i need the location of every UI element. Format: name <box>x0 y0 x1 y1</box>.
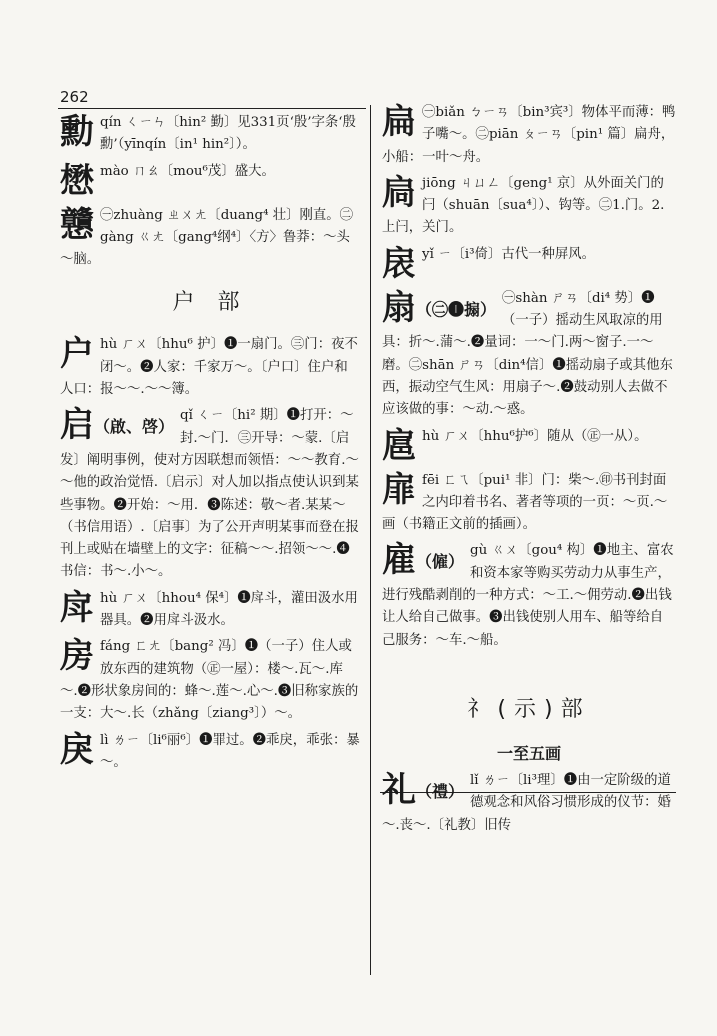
dictionary-entry <box>382 244 676 284</box>
headword-char: 启 <box>60 405 94 446</box>
sub-title-strokes: 一至五画 <box>496 743 561 763</box>
headword-variant: （㊁❶搧） <box>416 299 497 319</box>
dictionary-entry <box>60 205 360 272</box>
entry-headword <box>60 161 94 201</box>
right-column <box>382 102 676 841</box>
entry-headword <box>382 770 464 812</box>
headword-char: 雇 <box>382 540 416 581</box>
headword-char: 戾 <box>60 729 94 770</box>
entry-headword <box>60 334 94 374</box>
entry-definition: lì ㄌㄧ〔li⁶丽⁶〕❶罪过。❷乖戾，乖张：暴～。 <box>100 732 360 770</box>
right-entries <box>382 102 676 652</box>
headword-char: 勳 <box>60 112 94 152</box>
entry-definition: yǐ ㄧ〔i³倚〕古代一种屏风。 <box>422 246 596 262</box>
entry-headword <box>382 288 496 330</box>
dictionary-entry <box>60 588 360 633</box>
section-title-shi: 礻(示)部 <box>467 696 591 722</box>
entry-definition: ㊀shàn ㄕㄢ〔di⁴ 势〕❶（一子）摇动生风取凉的用具：折～.蒲～.❷量词：一～门.两～窗子.一～磨。㊁shān ㄕㄢ〔din⁴信〕❶摇动扇子或其他东西，振动空气生风：用扇子～.❷鼓动别人去做不应该做的事：～动.～惑。 <box>382 290 673 418</box>
headword-char: 户 <box>60 334 94 375</box>
left-section-entries <box>60 334 360 774</box>
left-entries <box>60 112 360 271</box>
entry-definition: ㊀biǎn ㄅㄧㄢ〔bin³宾³〕物体平而薄：鸭子嘴～。㊁piān ㄆㄧㄢ〔pin¹ 篇〕扁舟，小船：一叶～舟。 <box>382 105 676 165</box>
page-number: 262 <box>60 88 89 106</box>
headword-char: 礼 <box>382 769 416 810</box>
headword-char: 懋 <box>60 160 94 201</box>
entry-definition: gù ㄍㄨ〔gou⁴ 构〕❶地主、富农和资本家等购买劳动力从事生产，进行残酷剥削的一种方式：～工.～佣劳动.❷出钱让人给自己做事。❸出钱使别人用车、船等给自己服务：～车.～船。 <box>382 543 674 648</box>
entry-headword <box>382 173 416 213</box>
entry-definition: mào ㄇㄠ〔mou⁶茂〕盛大。 <box>100 163 275 179</box>
entry-headword <box>382 426 416 466</box>
entry-definition: hù ㄏㄨ〔hhu⁶护⁶〕随从（㊣一从）。 <box>422 428 648 444</box>
dictionary-entry <box>60 730 360 775</box>
entry-headword <box>382 470 416 510</box>
headword-char: 扇 <box>382 287 416 328</box>
entry-headword <box>60 730 94 770</box>
dictionary-entry <box>60 161 360 201</box>
dictionary-entry <box>382 102 676 169</box>
dictionary-entry <box>60 334 360 401</box>
headword-char: 戇 <box>60 204 94 245</box>
entry-headword <box>60 205 94 245</box>
right-section-entries <box>382 770 676 837</box>
dictionary-entry <box>382 288 676 422</box>
entry-definition: fēi ㄈㄟ〔pui¹ 非〕门：柴～.㊞书刊封面之内印着书名、著者等项的一页：～页.～画（书籍正文前的插画）。 <box>382 472 668 533</box>
entry-definition: ㊀zhuàng ㄓㄨㄤ〔duang⁴ 壮〕刚直。㊁gàng ㄍㄤ〔gang⁴纲⁴〕〈方〉鲁莽：～头～脑。 <box>60 207 354 268</box>
entry-headword <box>382 102 416 142</box>
left-column <box>60 112 360 778</box>
entry-definition: hù ㄏㄨ〔hhu⁶ 护〕❶一扇门。㊂门：夜不闭～。❷人家：千家万～。〔户口〕住户和人口：报～～.～～簿。 <box>60 337 358 398</box>
dictionary-entry <box>382 770 676 837</box>
section-title-hu: 户 部 <box>172 290 248 316</box>
headword-variant: （禮） <box>416 781 465 801</box>
header-rule <box>58 108 366 109</box>
headword-char: 戽 <box>60 587 94 628</box>
entry-headword <box>382 244 416 284</box>
dictionary-entry <box>60 405 360 583</box>
dictionary-entry <box>60 636 360 725</box>
entry-definition: qǐ ㄑㄧ〔hi² 期〕❶打开：～封.～门．㊂开导：～蒙.〔启发〕阐明事例，使对方因联想而领悟：～～教育.～～他的政治觉悟.〔启示〕对人加以指点使认识到某些事物。❷开始：～用．❸陈述：敬～者.某某～（书信用语）.〔启事〕为了公开声明某事而登在报刊上或贴在墙壁上的文字：征稿～～.招领～～.❹书信：书～.小～。 <box>60 408 359 580</box>
headword-variant: （僱） <box>416 552 465 572</box>
entry-definition: fáng ㄈㄤ〔bang² 冯〕❶（一子）住人或放东西的建筑物（㊣一屋）：楼～.瓦～.库～.❷形状象房间的：蜂～.莲～.心～.❸旧称家族的一支：大～.长（zhǎng〔ziang³〕）～。 <box>60 639 359 722</box>
headword-char: 扁 <box>382 102 416 142</box>
headword-variant: （啟、啓） <box>94 417 175 437</box>
entry-headword <box>60 112 94 152</box>
entry-definition: lǐ ㄌㄧ〔li³理〕❶由一定阶级的道德观念和风俗习惯形成的仪节：婚～.丧～.〔礼教〕旧传 <box>382 772 671 833</box>
entry-definition: jiōng ㄐㄩㄥ〔geng¹ 京〕从外面关门的闩（shuān〔sua⁴〕）、钩等。㊁1.门。2.上闩，关门。 <box>382 175 665 236</box>
column-divider <box>370 105 371 975</box>
entry-headword <box>382 540 464 582</box>
entry-headword <box>60 636 94 676</box>
headword-char: 扆 <box>382 243 416 284</box>
dictionary-entry <box>382 470 676 537</box>
entry-headword <box>60 588 94 628</box>
entry-definition: hù ㄏㄨ〔hhou⁴ 保⁴〕❶戽斗，灌田汲水用器具。❷用戽斗汲水。 <box>100 590 358 629</box>
headword-char: 房 <box>60 636 94 677</box>
entry-definition: qín ㄑㄧㄣ〔hin² 勤〕见331页‘殷’字条‘殷勳’（yīnqín〔in¹ hin²〕）。 <box>100 115 356 153</box>
headword-char: 扈 <box>382 425 416 466</box>
entry-headword <box>60 405 174 447</box>
dictionary-entry <box>60 112 360 157</box>
dictionary-entry <box>382 540 676 651</box>
dictionary-entry <box>382 426 676 466</box>
headword-char: 扉 <box>382 469 416 510</box>
headword-char: 扃 <box>382 172 416 213</box>
dictionary-entry <box>382 173 676 240</box>
